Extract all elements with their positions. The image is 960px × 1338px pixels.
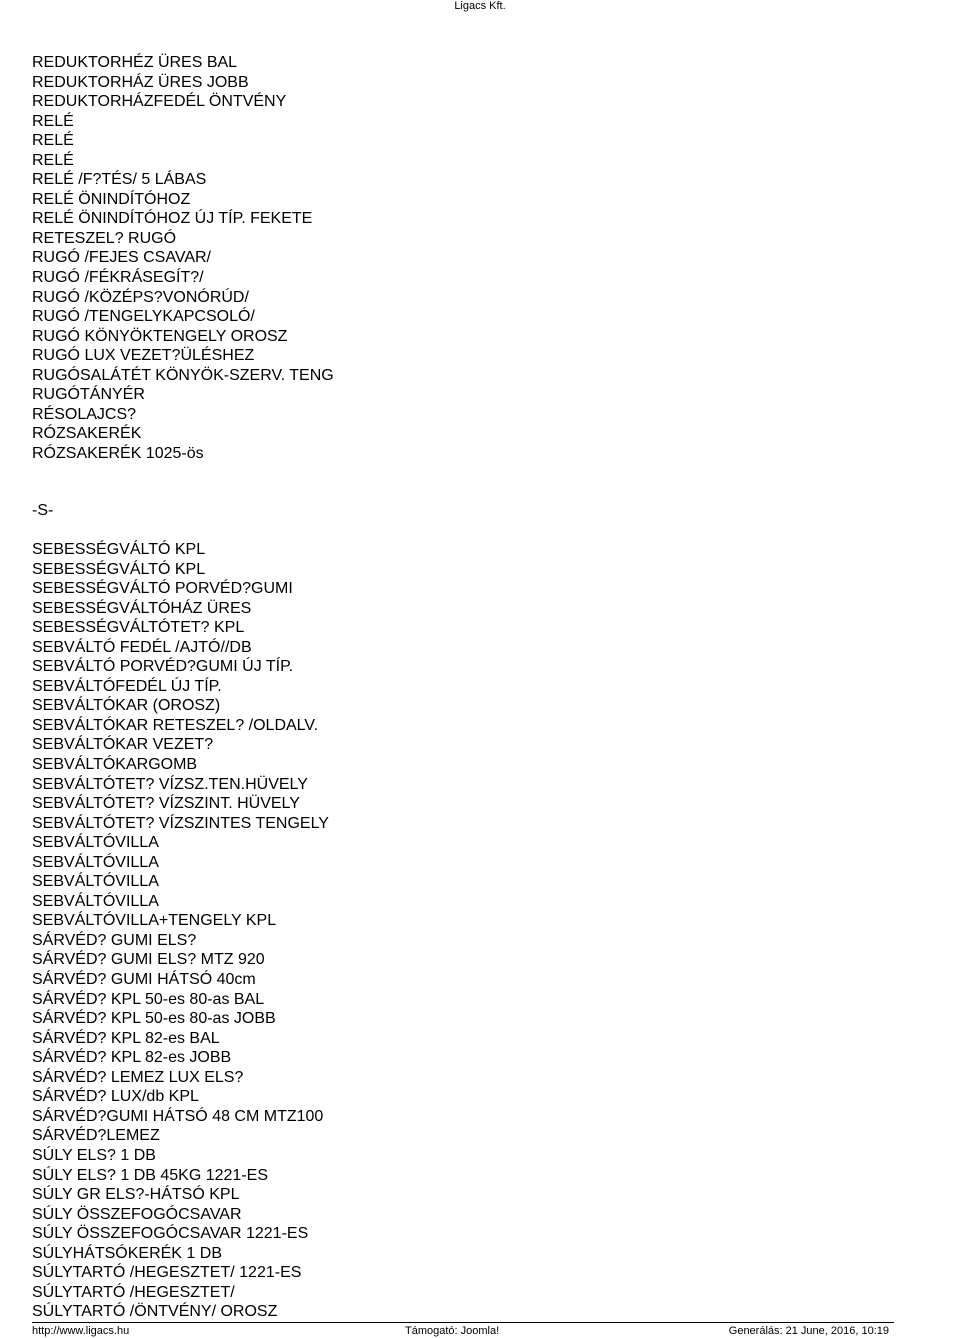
list-item: SÚLYTARTÓ /ÖNTVÉNY/ OROSZ xyxy=(32,1303,278,1321)
list-item: SÚLY ÖSSZEFOGÓCSAVAR 1221-ES xyxy=(32,1225,309,1243)
list-item: SEBESSÉGVÁLTÓ KPL xyxy=(32,541,206,558)
list-item: SÁRVÉD? GUMI HÁTSÓ 40cm xyxy=(32,971,256,989)
list-item: SÚLY ÖSSZEFOGÓCSAVAR xyxy=(32,1205,242,1223)
list-item: REDUKTORHÁZ ÜRES JOBB xyxy=(32,73,249,91)
header-company-name: Ligacs Kft. xyxy=(454,0,506,12)
list-item: RELÉ /F?TÉS/ 5 LÁBAS xyxy=(32,171,207,189)
list-item: SÁRVÉD? KPL 50-es 80-as JOBB xyxy=(32,1010,276,1028)
list-item: SEBESSÉGVÁLTÓ PORVÉD?GUMI xyxy=(32,580,293,598)
parts-list-s xyxy=(32,540,912,1322)
footer-support-text: Támogató: Joomla! xyxy=(405,1325,500,1337)
list-item: REDUKTORHÉZ ÜRES BAL xyxy=(32,54,238,71)
footer-url-link[interactable]: http://www.ligacs.hu xyxy=(32,1325,130,1337)
list-item: RELÉ xyxy=(32,112,74,130)
list-item: RUGÓ KÖNYÖKTENGELY OROSZ xyxy=(32,327,288,345)
list-item: SÚLY ELS? 1 DB xyxy=(32,1146,156,1164)
list-item: SEBVÁLTÓ FEDÉL /AJTÓ//DB xyxy=(32,638,252,656)
list-item: RELÉ ÖNINDÍTÓHOZ xyxy=(32,190,191,208)
list-item: SÁRVÉD? GUMI ELS? xyxy=(32,931,197,949)
page-footer xyxy=(32,1325,894,1337)
list-item: SÁRVÉD? GUMI ELS? MTZ 920 xyxy=(32,951,265,969)
list-item: SÁRVÉD? KPL 50-es 80-as BAL xyxy=(32,990,265,1008)
list-item: SEBESSÉGVÁLTÓ KPL xyxy=(32,560,206,578)
list-item: RUGÓTÁNYÉR xyxy=(32,386,145,404)
footer-divider xyxy=(32,1322,894,1323)
list-item: SEBVÁLTÓVILLA+TENGELY KPL xyxy=(32,912,277,930)
list-item: RUGÓ /FÉKRÁSEGÍT?/ xyxy=(32,269,204,287)
section-heading-s: -S- xyxy=(32,502,54,519)
list-item: SÁRVÉD? LUX/db KPL xyxy=(32,1088,199,1106)
list-item: RÓZSAKERÉK xyxy=(32,425,142,443)
list-item: SEBVÁLTÓKAR (OROSZ) xyxy=(32,697,221,715)
footer-generated-date: Generálás: 21 June, 2016, 10:19 xyxy=(728,1325,889,1337)
list-item: SEBESSÉGVÁLTÓTET? KPL xyxy=(32,619,245,637)
list-item: SÁRVÉD? LEMEZ LUX ELS? xyxy=(32,1068,244,1086)
list-item: SÁRVÉD?LEMEZ xyxy=(32,1127,160,1145)
list-item: SEBVÁLTÓFEDÉL ÚJ TÍP. xyxy=(32,677,222,695)
list-item: SEBVÁLTÓKARGOMB xyxy=(32,756,198,774)
list-item: SÁRVÉD? KPL 82-es JOBB xyxy=(32,1049,232,1067)
list-item: SEBVÁLTÓTET? VÍZSZ.TEN.HÜVELY xyxy=(32,775,308,793)
list-item: SEBVÁLTÓKAR VEZET? xyxy=(32,736,214,754)
list-item: RELÉ xyxy=(32,151,74,169)
list-item: RUGÓ LUX VEZET?ÜLÉSHEZ xyxy=(32,347,255,365)
list-item: SEBVÁLTÓ PORVÉD?GUMI ÚJ TÍP. xyxy=(32,658,294,676)
list-item: SEBVÁLTÓKAR RETESZEL? /OLDALV. xyxy=(32,716,319,734)
list-item: RÓZSAKERÉK 1025-ös xyxy=(32,444,204,462)
list-item: SEBVÁLTÓVILLA xyxy=(32,892,159,910)
list-item: REDUKTORHÁZFEDÉL ÖNTVÉNY xyxy=(32,93,287,111)
list-item: SÚLYTARTÓ /HEGESZTET/ xyxy=(32,1283,235,1301)
list-item: SEBVÁLTÓVILLA xyxy=(32,853,159,871)
list-item: SÚLY ELS? 1 DB 45KG 1221-ES xyxy=(32,1166,268,1184)
list-item: SEBVÁLTÓVILLA xyxy=(32,873,159,891)
list-item: SÚLY GR ELS?-HÁTSÓ KPL xyxy=(32,1186,240,1204)
list-item: SEBVÁLTÓTET? VÍZSZINT. HÜVELY xyxy=(32,795,300,813)
list-item: SÚLYTARTÓ /HEGESZTET/ 1221-ES xyxy=(32,1264,302,1282)
list-item: SÁRVÉD? KPL 82-es BAL xyxy=(32,1029,220,1047)
list-item: RETESZEL? RUGÓ xyxy=(32,229,177,247)
list-item: SÁRVÉD?GUMI HÁTSÓ 48 CM MTZ100 xyxy=(32,1107,324,1125)
list-item: RELÉ ÖNINDÍTÓHOZ ÚJ TÍP. FEKETE xyxy=(32,210,313,228)
list-item: RELÉ xyxy=(32,132,74,150)
list-item: RUGÓSALÁTÉT KÖNYÖK-SZERV. TENG xyxy=(32,366,334,384)
list-item: RUGÓ /TENGELYKAPCSOLÓ/ xyxy=(32,308,255,326)
list-item: SEBVÁLTÓVILLA xyxy=(32,834,159,852)
list-item: SEBESSÉGVÁLTÓHÁZ ÜRES xyxy=(32,599,252,617)
parts-list-r xyxy=(32,53,912,463)
list-item: RUGÓ /KÖZÉPS?VONÓRÚD/ xyxy=(32,288,249,306)
list-item: RUGÓ /FEJES CSAVAR/ xyxy=(32,249,211,267)
list-item: SEBVÁLTÓTET? VÍZSZINTES TENGELY xyxy=(32,814,329,832)
list-item: SÚLYHÁTSÓKERÉK 1 DB xyxy=(32,1244,222,1262)
list-item: RÉSOLAJCS? xyxy=(32,405,137,423)
